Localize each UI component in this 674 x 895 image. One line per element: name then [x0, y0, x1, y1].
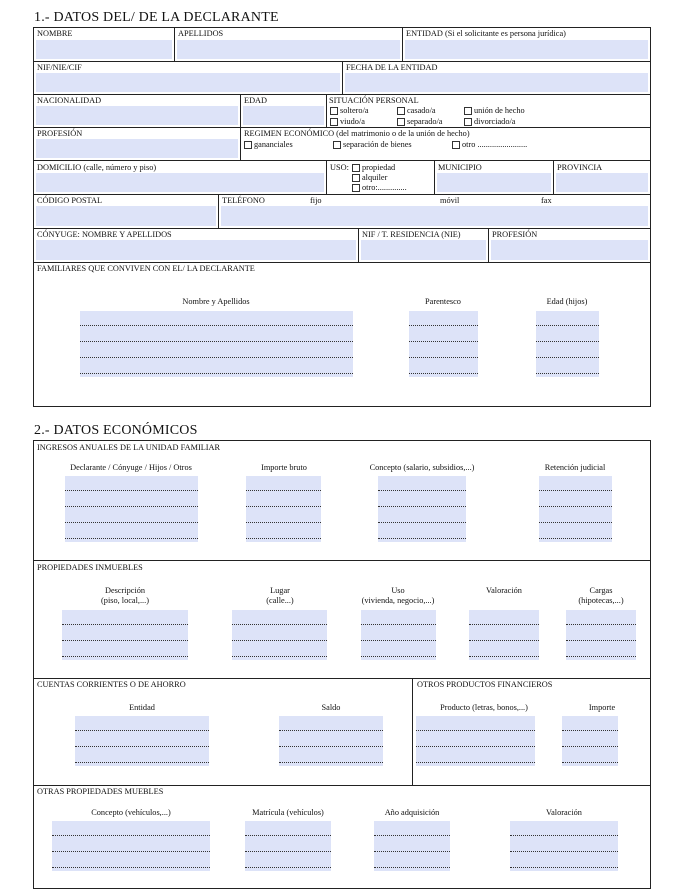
nacionalidad-field[interactable]	[36, 106, 238, 125]
entidad-label: ENTIDAD (Si el solicitante es persona jurídica)	[406, 29, 566, 38]
muebles-matricula-field[interactable]	[245, 821, 331, 871]
muebles-label: OTRAS PROPIEDADES MUEBLES	[37, 787, 164, 796]
checkbox-otro-uso[interactable]: otro:..............	[352, 183, 407, 193]
entidad-field[interactable]	[405, 40, 648, 59]
muebles-col-concepto: Concepto (vehículos,...)	[91, 808, 171, 817]
checkbox-alquiler[interactable]: alquiler	[352, 173, 387, 183]
fecha-entidad-label: FECHA DE LA ENTIDAD	[346, 63, 438, 72]
ingresos-importe-field[interactable]	[246, 476, 321, 542]
municipio-field[interactable]	[437, 173, 551, 192]
conyuge-label: CÓNYUGE: NOMBRE Y APELLIDOS	[37, 230, 172, 239]
nombre-field[interactable]	[36, 40, 172, 59]
codigo-postal-label: CÓDIGO POSTAL	[37, 196, 103, 205]
ingresos-col-concepto: Concepto (salario, subsidios,...)	[369, 463, 475, 472]
checkbox-gananciales[interactable]: gananciales	[244, 140, 293, 150]
codigo-postal-field[interactable]	[36, 206, 216, 226]
inmuebles-label: PROPIEDADES INMUEBLES	[37, 563, 143, 572]
cuentas-col-entidad: Entidad	[129, 703, 155, 712]
familiares-edad-field[interactable]	[536, 311, 599, 377]
edad-field[interactable]	[243, 106, 324, 125]
otros-productos-label: OTROS PRODUCTOS FINANCIEROS	[417, 680, 553, 689]
apellidos-field[interactable]	[177, 40, 400, 59]
checkbox-separacion-bienes[interactable]: separación de bienes	[333, 140, 412, 150]
inmuebles-uso-field[interactable]	[361, 610, 436, 660]
section1-title: 1.- DATOS DEL/ DE LA DECLARANTE	[34, 10, 279, 25]
cuentas-col-saldo: Saldo	[321, 703, 341, 712]
familiares-col-parentesco: Parentesco	[425, 297, 461, 306]
inmuebles-valoracion-field[interactable]	[469, 610, 539, 660]
checkbox-casado[interactable]: casado/a	[397, 106, 436, 116]
inmuebles-col-valoracion: Valoración	[486, 586, 522, 595]
ingresos-col-declarante: Declarante / Cónyuge / Hijos / Otros	[70, 463, 192, 472]
familiares-nombre-field[interactable]	[80, 311, 353, 377]
checkbox-soltero[interactable]: soltero/a	[330, 106, 369, 116]
telefono-field[interactable]	[221, 206, 648, 226]
section2-title: 2.- DATOS ECONÓMICOS	[34, 423, 198, 438]
muebles-ano-field[interactable]	[374, 821, 450, 871]
inmuebles-cargas-field[interactable]	[566, 610, 636, 660]
nif-residencia-field[interactable]	[361, 240, 486, 260]
nif-field[interactable]	[36, 73, 340, 92]
checkbox-propiedad[interactable]: propiedad	[352, 163, 395, 173]
domicilio-field[interactable]	[36, 173, 324, 192]
ingresos-declarante-field[interactable]	[65, 476, 198, 542]
ingresos-label: INGRESOS ANUALES DE LA UNIDAD FAMILIAR	[37, 443, 221, 452]
otros-col-importe: Importe	[588, 703, 616, 712]
apellidos-label: APELLIDOS	[178, 29, 224, 38]
ingresos-col-importe: Importe bruto	[261, 463, 307, 472]
nif-label: NIF/NIE/CIF	[37, 63, 82, 72]
muebles-valoracion-field[interactable]	[510, 821, 618, 871]
profesion-conyuge-field[interactable]	[491, 240, 648, 260]
profesion-conyuge-label: PROFESIÓN	[492, 230, 538, 239]
muebles-col-ano: Año adquisición	[384, 808, 440, 817]
muebles-concepto-field[interactable]	[52, 821, 210, 871]
familiares-col-edad: Edad (hijos)	[546, 297, 588, 306]
nombre-label: NOMBRE	[37, 29, 73, 38]
otros-col-producto: Producto (letras, bonos,...)	[440, 703, 528, 712]
profesion-label: PROFESIÓN	[37, 129, 83, 138]
cuentas-saldo-field[interactable]	[279, 716, 383, 766]
nacionalidad-label: NACIONALIDAD	[37, 96, 102, 105]
municipio-label: MUNICIPIO	[438, 163, 482, 172]
muebles-col-valoracion: Valoración	[546, 808, 582, 817]
familiares-label: FAMILIARES QUE CONVIVEN CON EL/ LA DECLARANTE	[37, 264, 255, 273]
edad-label: EDAD	[244, 96, 268, 105]
domicilio-label: DOMICILIO (calle, número y piso)	[37, 163, 157, 172]
conyuge-field[interactable]	[36, 240, 356, 260]
movil-label: móvil	[440, 196, 460, 205]
checkbox-divorciado[interactable]: divorciado/a	[464, 117, 515, 127]
fecha-entidad-field[interactable]	[345, 73, 648, 92]
provincia-field[interactable]	[556, 173, 648, 192]
inmuebles-col-lugar: Lugar (calle...)	[266, 586, 294, 605]
checkbox-otro-regimen[interactable]: otro ........................	[452, 140, 527, 150]
cuentas-entidad-field[interactable]	[75, 716, 209, 766]
fijo-label: fijo	[310, 196, 322, 205]
cuentas-label: CUENTAS CORRIENTES O DE AHORRO	[37, 680, 186, 689]
ingresos-retencion-field[interactable]	[539, 476, 612, 542]
muebles-col-matricula: Matrícula (vehículos)	[252, 808, 324, 817]
profesion-field[interactable]	[36, 139, 238, 158]
uso-label: USO:	[330, 163, 349, 172]
inmuebles-col-uso: Uso (vivienda, negocio,...)	[361, 586, 435, 605]
inmuebles-descripcion-field[interactable]	[62, 610, 188, 660]
inmuebles-col-descripcion: Descripción (piso, local,...)	[101, 586, 149, 605]
regimen-label: REGIMEN ECONÓMICO (del matrimonio o de la unión de hecho)	[244, 129, 470, 138]
telefono-label: TELÉFONO	[222, 196, 265, 205]
fax-label: fax	[541, 196, 552, 205]
familiares-parentesco-field[interactable]	[409, 311, 478, 377]
ingresos-col-retencion: Retención judicial	[544, 463, 606, 472]
otros-producto-field[interactable]	[416, 716, 535, 766]
familiares-col-nombre: Nombre y Apellidos	[182, 297, 250, 306]
checkbox-union-hecho[interactable]: unión de hecho	[464, 106, 525, 116]
ingresos-concepto-field[interactable]	[378, 476, 466, 542]
inmuebles-col-cargas: Cargas (hipotecas,...)	[578, 586, 624, 605]
situacion-label: SITUACIÓN PERSONAL	[329, 96, 419, 105]
checkbox-separado[interactable]: separado/a	[397, 117, 442, 127]
otros-importe-field[interactable]	[562, 716, 618, 766]
inmuebles-lugar-field[interactable]	[232, 610, 327, 660]
nif-residencia-label: NIF / T. RESIDENCIA (NIE)	[362, 230, 461, 239]
checkbox-viudo[interactable]: viudo/a	[330, 117, 365, 127]
provincia-label: PROVINCIA	[557, 163, 603, 172]
